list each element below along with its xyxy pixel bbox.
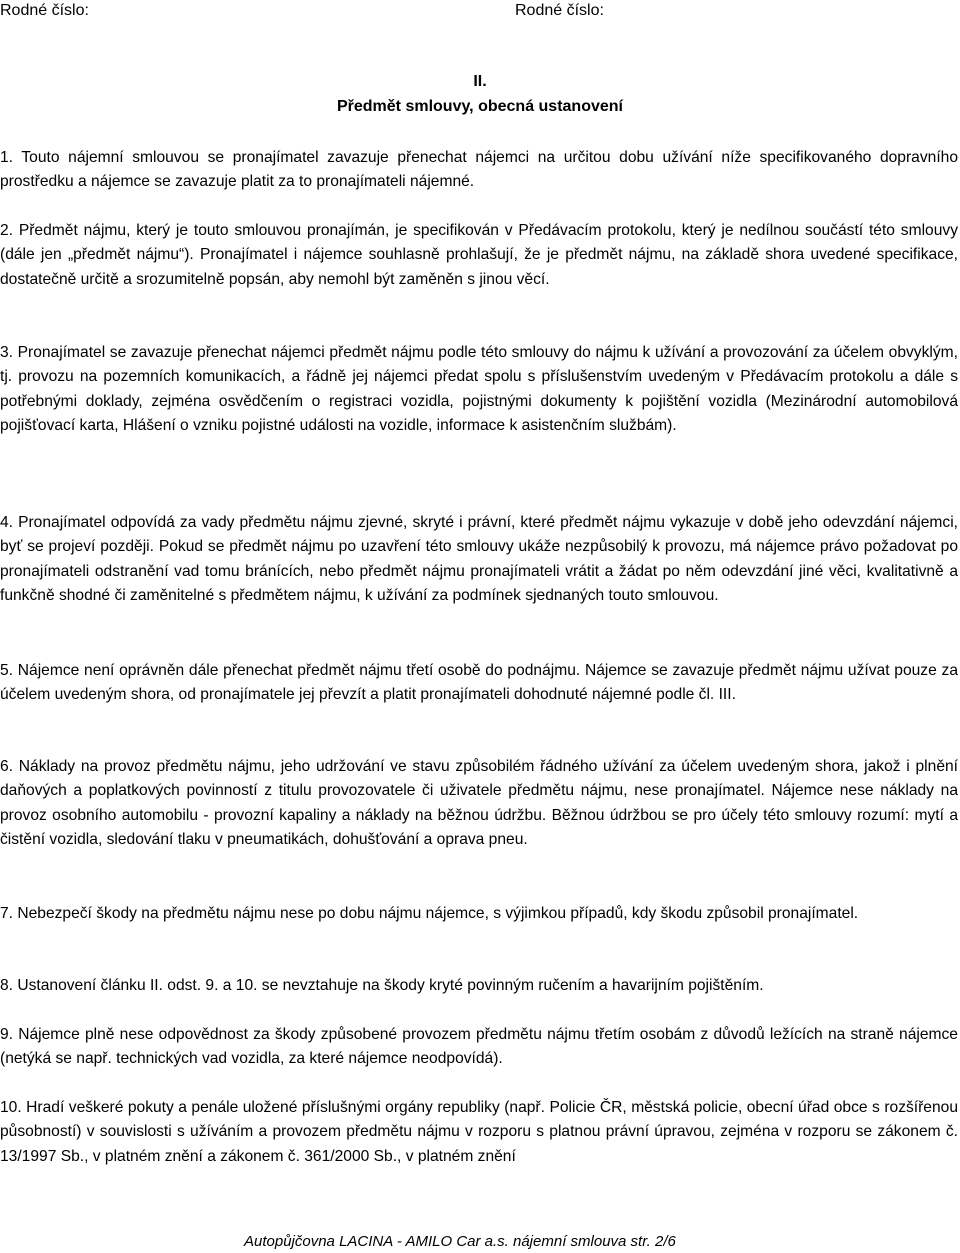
paragraph-8: 8. Ustanovení článku II. odst. 9. a 10. se nevztahuje na škody kryté povinným ručením a havarijním pojištěním. bbox=[0, 977, 764, 994]
page-footer: Autopůjčovna LACINA - AMILO Car a.s. nájemní smlouva str. 2/6 bbox=[244, 1233, 676, 1250]
paragraph-6: 6. Náklady na provoz předmětu nájmu, jeho udržování ve stavu způsobilém řádného užívání za účelem uvedeným shora, jakož i plnění daňových a poplatkových povinností z titulu provozovatele či uživatele předmětu nájmu, nese pronajímatel. Nájemce nese náklady na provoz osobního automobilu - provozní kapaliny a náklady na běžnou údržbu. Běžnou údržbou se pro účely této smlouvy rozumí: mytí a čistění vozidla, sledování tlaku v pneumatikách, dohušťování a oprava pneu. bbox=[0, 758, 958, 848]
paragraph-2: 2. Předmět nájmu, který je touto smlouvou pronajímán, je specifikován v Předávacím protokolu, který je nedílnou součástí této smlouvy (dále jen „předmět nájmu“). Pronajímatel i nájemce souhlasně prohlašují, že je předmět nájmu, na základě shora uvedené specifikace, dostatečně určitě a srozumitelně popsán, aby nemohl být zaměněn s jinou věcí. bbox=[0, 222, 958, 288]
paragraph-1: 1. Touto nájemní smlouvou se pronajímatel zavazuje přenechat nájemci na určitou dobu užívání níže specifikovaného dopravního prostředku a nájemce se zavazuje platit za to pronajímateli nájemné. bbox=[0, 149, 958, 191]
birth-number-label-right: Rodné číslo: bbox=[515, 2, 604, 19]
paragraph-3: 3. Pronajímatel se zavazuje přenechat nájemci předmět nájmu podle této smlouvy do nájmu k užívání a provozování za účelem obvyklým, tj. provozu na pozemních komunikacích, a řádně jej nájemci předat spolu s příslušenstvím uvedeným v Předávacím protokolu a dále s potřebnými doklady, zejména osvědčením o registraci vozidla, pojistnými dokumenty k pojištění vozidla (Mezinárodní automobilová pojišťovací karta, Hlášení o vzniku pojistné události na vozidle, informace k asistenčním službám). bbox=[0, 344, 958, 434]
paragraph-10: 10. Hradí veškeré pokuty a penále uložené příslušnými orgány republiky (např. Policie ČR, městská policie, obecní úřad obce s rozšířenou působností) v souvislosti s užíváním a provozem předmětu nájmu v rozporu s platnou právní úpravou, zejména v rozporu se zákonem č. 13/1997 Sb., v platném znění a zákonem č. 361/2000 Sb., v platném znění bbox=[0, 1099, 958, 1165]
section-title: Předmět smlouvy, obecná ustanovení bbox=[336, 98, 623, 115]
paragraph-7: 7. Nebezpečí škody na předmětu nájmu nese po dobu nájmu nájemce, s výjimkou případů, kdy škodu způsobil pronajímatel. bbox=[0, 905, 859, 922]
section-number: II. bbox=[473, 73, 487, 90]
birth-number-label-left: Rodné číslo: bbox=[0, 2, 89, 19]
paragraph-4: 4. Pronajímatel odpovídá za vady předmětu nájmu zjevné, skryté i právní, které předmět nájmu vykazuje v době jeho odevzdání nájemci, byť se projeví později. Pokud se předmět nájmu po uzavření této smlouvy ukáže nezpůsobilý k provozu, má nájemce právo požadovat po pronajímateli odstranění vad tomu bránících, nebo předmět nájmu pronajímateli vrátit a žádat po něm odevzdání jiné věci, kvalitativně a funkčně shodné či zaměnitelné s předmětem nájmu, k užívání za podmínek sjednaných touto smlouvou. bbox=[0, 514, 958, 604]
paragraph-9: 9. Nájemce plně nese odpovědnost za škody způsobené provozem předmětu nájmu třetím osobám z důvodů ležících na straně nájemce (netýká se např. technických vad vozidla, za které nájemce neodpovídá). bbox=[0, 1026, 958, 1068]
paragraph-5: 5. Nájemce není oprávněn dále přenechat předmět nájmu třetí osobě do podnájmu. Nájemce se zavazuje předmět nájmu užívat pouze za účelem uvedeným shora, od pronajímatele jej převzít a platit pronajímateli dohodnuté nájemné podle čl. III. bbox=[0, 662, 958, 704]
